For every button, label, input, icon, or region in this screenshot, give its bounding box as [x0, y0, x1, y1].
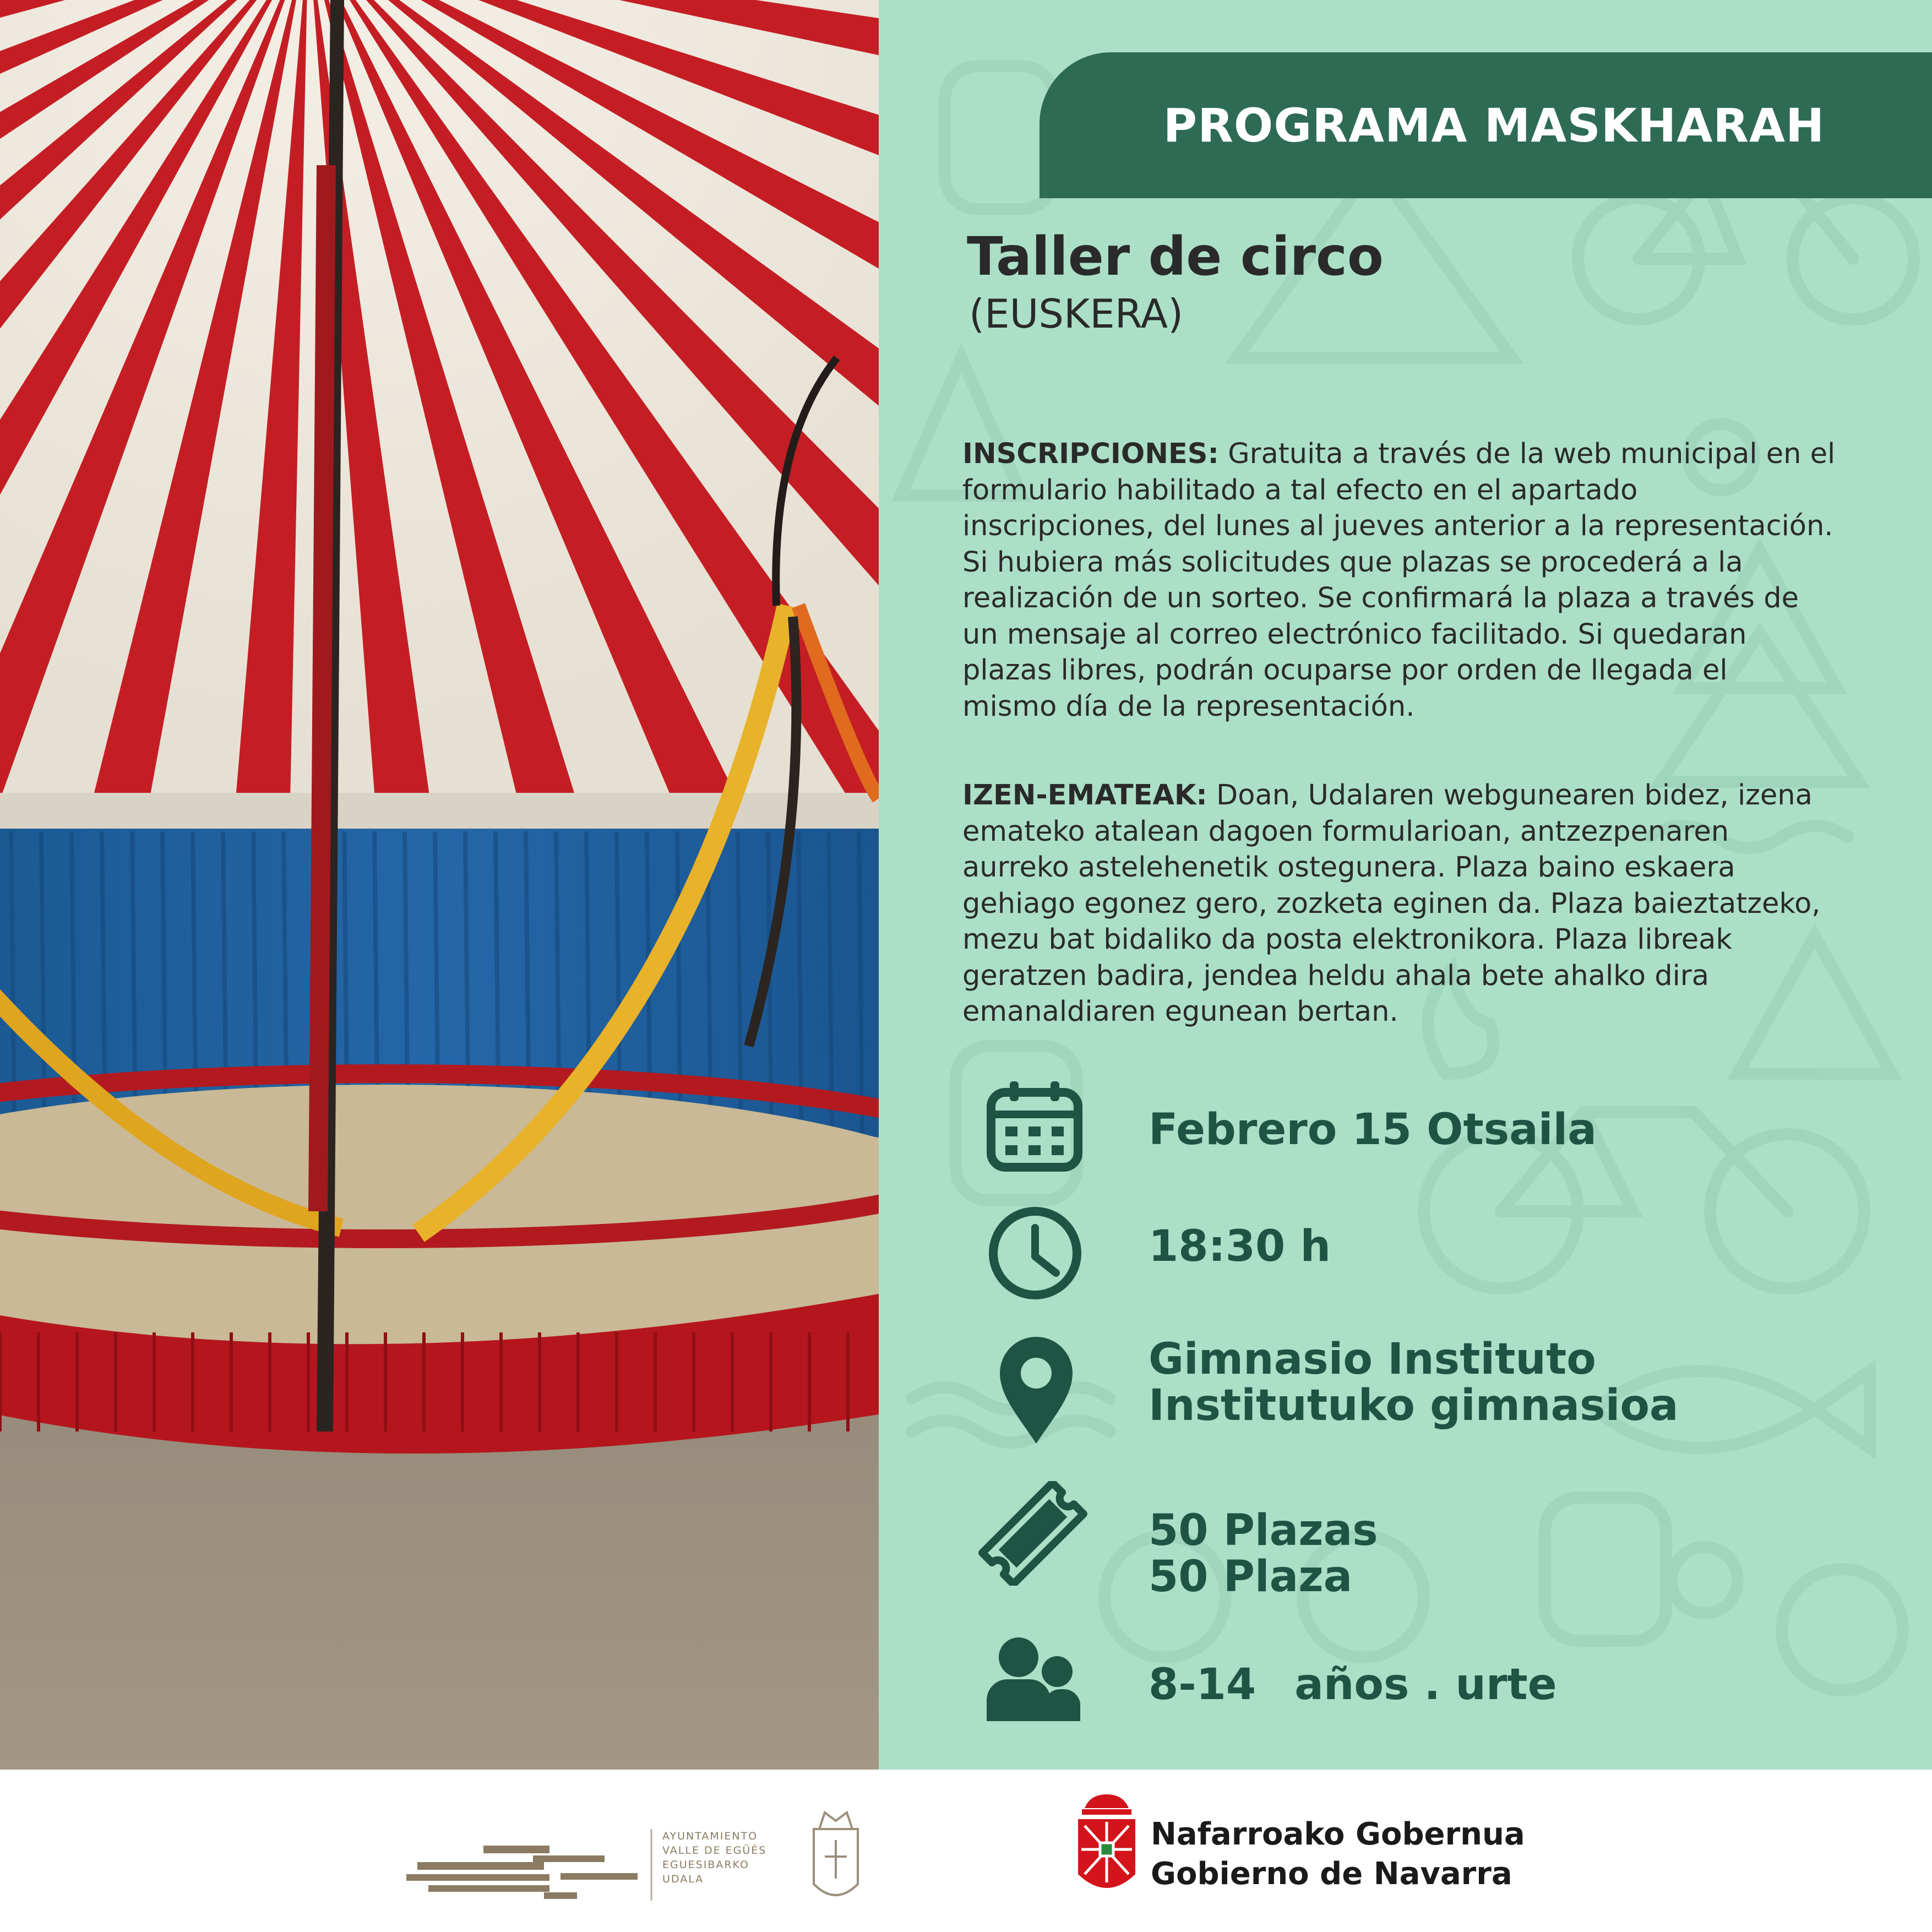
event-place: [1149, 1336, 1679, 1429]
navarra-government-text: [1151, 1815, 1525, 1894]
registration-eu-line: emanaldiaren egunean bertan.: [962, 995, 1398, 1028]
map-pin-icon: [998, 1336, 1075, 1446]
age-unit: años . urte: [1294, 1660, 1557, 1710]
event-subtitle: (EUSKERA): [969, 291, 1184, 337]
navarra-name-eu: Nafarroako Gobernua: [1151, 1816, 1525, 1852]
registration-es-line: inscripciones, del lunes al jueves anterior a la representación.: [962, 510, 1833, 542]
navarra-name-es: Gobierno de Navarra: [1151, 1856, 1512, 1892]
registration-es-line: Si hubiera más solicitudes que plazas se procederá a la: [962, 546, 1743, 579]
registration-eu-line: aurreko astelehenetik ostegunera. Plaza baino eskaera: [962, 851, 1735, 884]
program-title: PROGRAMA MASKHARAH: [1163, 98, 1825, 153]
sponsor-footer: [0, 1770, 1932, 1932]
registration-es-line: formulario habilitado a tal efecto en el apartado: [962, 474, 1638, 507]
registration-es: [962, 436, 1909, 725]
event-place-eu: Institutuko gimnasioa: [1149, 1381, 1679, 1430]
event-info-panel: [879, 0, 1932, 1770]
navarra-government-logo: [1074, 1792, 1525, 1918]
event-seats: [1149, 1507, 1378, 1600]
ticket-icon: [978, 1481, 1088, 1586]
registration-eu-line: emateko atalean dagoen formularioan, antzezpenaren: [962, 815, 1729, 848]
egues-valley-logo-text: [662, 1829, 766, 1886]
calendar-icon: [986, 1080, 1084, 1173]
clock-icon: [988, 1206, 1082, 1300]
egues-valley-logo: [406, 1790, 880, 1917]
registration-eu-line: gehiago egonez gero, zozketa eginen da. Plaza baieztatzeko,: [962, 887, 1821, 920]
program-banner: [1040, 52, 1932, 198]
registration-es-heading: INSCRIPCIONES:: [962, 438, 1219, 470]
event-place-es: Gimnasio Instituto: [1149, 1335, 1596, 1384]
registration-eu-line: Doan, Udalaren webgunearen bidez, izena: [1207, 779, 1813, 812]
registration-es-line: Gratuita a través de la web municipal en el: [1218, 438, 1836, 470]
local-logo-line: EGUESIBARKO: [662, 1859, 749, 1871]
people-icon: [987, 1635, 1080, 1723]
registration-es-line: plazas libres, podrán ocuparse por orden de llegada el: [962, 654, 1728, 687]
local-logo-line: AYUNTAMIENTO: [662, 1830, 758, 1842]
registration-es-line: un mensaje al correo electrónico facilitado. Si quedaran: [962, 618, 1747, 651]
event-date: Febrero 15 Otsaila: [1149, 1105, 1597, 1155]
circus-tent-photo: [0, 0, 879, 1770]
event-time: 18:30 h: [1149, 1222, 1331, 1271]
registration-es-line: realización de un sorteo. Se confirmará la plaza a través de: [962, 582, 1799, 614]
event-seats-es: 50 Plazas: [1149, 1506, 1378, 1555]
registration-eu-line: mezu bat bidaliko da posta elektronikora. Plaza libreak: [962, 923, 1732, 956]
registration-eu: [962, 777, 1909, 1030]
registration-es-line: mismo día de la representación.: [962, 690, 1415, 723]
local-logo-line: VALLE DE EGÜÉS: [662, 1844, 767, 1857]
registration-eu-line: geratzen badira, jendea heldu ahala bete ahalko dira: [962, 959, 1710, 992]
local-logo-line: UDALA: [662, 1873, 704, 1885]
event-age: [1149, 1662, 1557, 1708]
event-seats-eu: 50 Plaza: [1149, 1552, 1353, 1602]
event-title: Taller de circo: [967, 226, 1384, 287]
navarra-shield-icon: [1074, 1792, 1140, 1902]
registration-eu-heading: IZEN-EMATEAK:: [962, 779, 1207, 812]
age-range: 8-14: [1149, 1660, 1256, 1710]
